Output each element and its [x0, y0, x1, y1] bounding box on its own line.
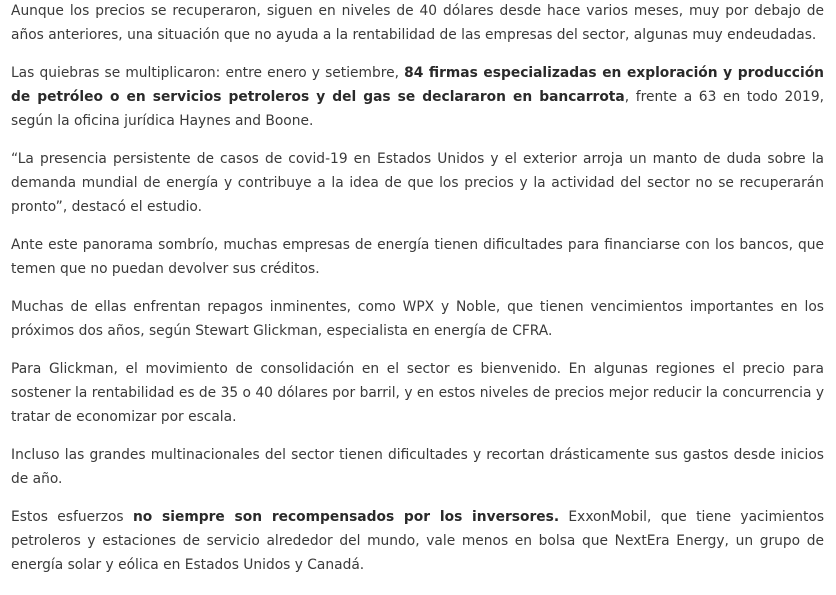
paragraph-investors — [11, 505, 824, 577]
paragraph-financing — [11, 233, 824, 281]
paragraph-text: “La presencia persistente de casos de covid-19 en Estados Unidos y el exterior arroja un manto de duda sobre la demanda mundial de energía y contribuye a la idea de que los precios y la actividad del sector no se recuperarán pronto”, destacó el estudio. — [11, 151, 824, 215]
bold-highlight: 84 firmas especializadas en exploración y producción de petróleo o en servicios petroleros y del gas se declararon en bancarrota — [11, 65, 824, 105]
paragraph-repayments — [11, 295, 824, 343]
paragraph-text: Ante este panorama sombrío, muchas empresas de energía tienen dificultades para financiarse con los bancos, que temen que no puedan devolver sus créditos. — [11, 237, 824, 277]
paragraph-bankruptcies — [11, 61, 824, 133]
paragraph-multinationals — [11, 443, 824, 491]
paragraph-quote — [11, 147, 824, 219]
paragraph-text: Incluso las grandes multinacionales del sector tienen dificultades y recortan drásticamente sus gastos desde inicios de año. — [11, 447, 824, 487]
paragraph-text: Las quiebras se multiplicaron: entre enero y setiembre, — [11, 65, 405, 81]
paragraph-consolidation — [11, 357, 824, 429]
paragraph-text: , frente a 63 en todo 2019, según la oficina jurídica Haynes and Boone. — [11, 89, 824, 129]
paragraph-text: Aunque los precios se recuperaron, siguen en niveles de 40 dólares desde hace varios meses, muy por debajo de años anteriores, una situación que no ayuda a la rentabilidad de las empresas del sector, algunas muy endeudadas. — [11, 3, 824, 43]
paragraph-text: Estos esfuerzos — [11, 509, 133, 525]
bold-highlight: no siempre son recompensados por los inversores. — [132, 509, 560, 525]
paragraph-text: Para Glickman, el movimiento de consolidación en el sector es bienvenido. En algunas regiones el precio para sostener la rentabilidad es de 35 o 40 dólares por barril, y en estos niveles de precios mejor reducir la concurrencia y tratar de economizar por escala. — [11, 361, 824, 425]
paragraph-text: ExxonMobil, que tiene yacimientos petroleros y estaciones de servicio alrededor del mundo, vale menos en bolsa que NextEra Energy, un grupo de energía solar y eólica en Estados Unidos y Canadá. — [11, 509, 825, 573]
paragraph-prices — [11, 0, 824, 47]
paragraph-text: Muchas de ellas enfrentan repagos inminentes, como WPX y Noble, que tienen vencimientos importantes en los próximos dos años, según Stewart Glickman, especialista en energía de CFRA. — [11, 299, 824, 339]
